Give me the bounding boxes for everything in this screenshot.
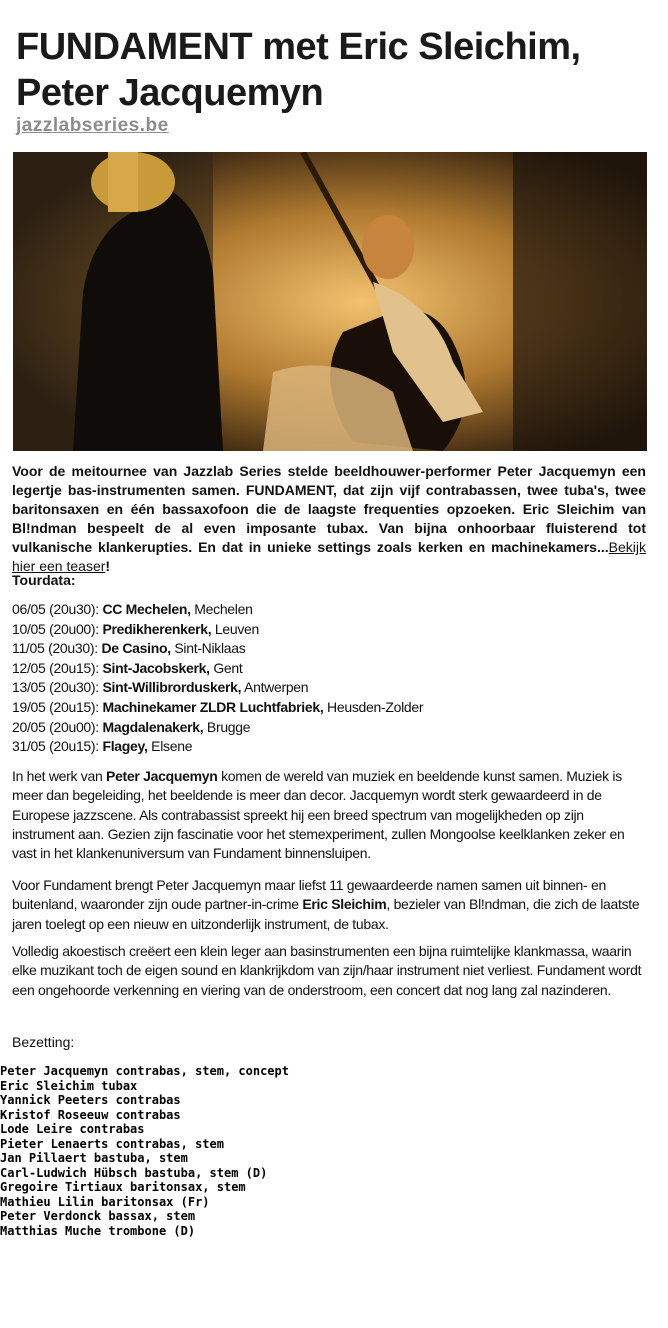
teaser-link[interactable]: Bekijk hier een teaser bbox=[12, 539, 646, 574]
tour-venue: Sint-Willibrorduskerk, bbox=[102, 679, 242, 696]
tour-venue: Sint-Jacobskerk, bbox=[102, 659, 210, 676]
tour-time: 31/05 (20u15): bbox=[12, 738, 99, 755]
tour-city: Brugge bbox=[206, 718, 251, 735]
paragraph-text: , bezieler van Bl!ndman, die zich de laatste jaren toelegt op een nieuw en uitzonderlijk instrument, de tubax. bbox=[12, 896, 640, 932]
lineup-member: Yannick Peeters contrabas bbox=[0, 1093, 181, 1107]
paragraph-text: Volledig akoestisch creëert een klein leger aan basinstrumenten een bijna ruimtelijke klankmassa, waarin elke muzikant toch de eigen sound en klankrijkdom van zijn/haar instrument niet verliest. Fundament wordt een ongehoorde verkenning en viering van de onderstroom, een concert dat nog lang zal nazinderen. bbox=[12, 943, 642, 998]
lineup-list bbox=[0, 1064, 289, 1238]
concert-photo bbox=[13, 152, 647, 451]
tour-time: 13/05 (20u30): bbox=[12, 679, 99, 696]
lineup-member: Pieter Lenaerts contrabas, stem bbox=[0, 1136, 224, 1151]
lineup-member: Carl-Ludwich Hübsch bastuba, stem (D) bbox=[0, 1165, 268, 1180]
paragraph-text: In het werk van bbox=[12, 768, 107, 784]
tour-city: Elsene bbox=[151, 738, 193, 755]
paragraph-text: Voor Fundament brengt Peter Jacquemyn maar liefst 11 gewaardeerde namen samen uit binnen- en buitenland, waaronder zijn oude partner-in-crime bbox=[12, 877, 606, 913]
lineup-member: Mathieu Lilin baritonsax (Fr) bbox=[0, 1194, 210, 1209]
intro-paragraph bbox=[12, 462, 646, 576]
tour-date-row bbox=[12, 718, 423, 738]
intro-end: ! bbox=[105, 558, 111, 574]
tour-venue: Magdalenakerk, bbox=[102, 718, 204, 735]
paragraph-acoustic bbox=[12, 942, 648, 1000]
tour-date-row bbox=[12, 698, 423, 718]
paragraph-jacquemyn bbox=[12, 767, 648, 863]
concert-photo-illustration bbox=[13, 152, 647, 451]
tour-time: 20/05 (20u00): bbox=[12, 718, 99, 735]
tour-time: 10/05 (20u00): bbox=[12, 620, 99, 637]
paragraph-text: komen de wereld van muziek en beeldende kunst samen. Muziek is meer dan begeleiding, het beeldende is meer dan decor. Jacquemyn wordt sterk gewaardeerd in de Europese jazzscene. Als contrabassist spreekt hij een breed spectrum van mogelijkheden op zijn instrument aan. Gezien zijn fascinatie voor het stemexperiment, zullen Mongoolse keelklanken zeker en vast in het klankenuniversum van Fundament binnensluipen. bbox=[12, 768, 625, 862]
tour-venue: De Casino, bbox=[101, 640, 171, 657]
lineup-member: Peter Jacquemyn contrabas, stem, concept bbox=[0, 1064, 289, 1078]
lineup-member: Kristof Roseeuw contrabas bbox=[0, 1107, 181, 1122]
tour-city: Mechelen bbox=[194, 601, 253, 617]
lineup-member: Peter Verdonck bassax, stem bbox=[0, 1209, 196, 1223]
lineup-member: Matthias Muche trombone (D) bbox=[0, 1223, 196, 1238]
tour-date-row bbox=[12, 600, 423, 620]
page-title: FUNDAMENT met Eric Sleichim, Peter Jacquemyn bbox=[16, 26, 581, 114]
tour-city: Sint-Niklaas bbox=[174, 640, 246, 657]
intro-text: Voor de meitournee van Jazzlab Series stelde beeldhouwer-performer Peter Jacquemyn een legertje bas-instrumenten samen. FUNDAMENT, dat zijn vijf contrabassen, twee tuba's, twee baritonsaxen en één bassaxofoon die de laagste frequenties opzoeken. Eric Sleichim van Bl!ndman bespeelt de al even imposante tubax. Van bijna onhoorbaar fluisterend tot vulkanische klankerupties. En dat in unieke settings zoals kerken en machinekamers... bbox=[12, 463, 646, 555]
tour-date-row bbox=[12, 659, 423, 679]
tour-city: Leuven bbox=[214, 620, 260, 637]
highlight-name: Eric Sleichim bbox=[302, 896, 387, 913]
tour-venue: CC Mechelen, bbox=[102, 601, 191, 617]
lineup-member: Gregoire Tirtiaux baritonsax, stem bbox=[0, 1180, 246, 1194]
tour-venue: Predikherenkerk, bbox=[102, 620, 212, 637]
lineup-member: Eric Sleichim tubax bbox=[0, 1078, 138, 1093]
tour-label: Tourdata: bbox=[12, 572, 76, 588]
tour-venue: Flagey, bbox=[102, 738, 148, 755]
lineup-label: Bezetting: bbox=[12, 1034, 75, 1050]
source-link[interactable]: jazzlabseries.be bbox=[16, 115, 169, 136]
tour-time: 19/05 (20u15): bbox=[12, 698, 99, 715]
tour-venue: Machinekamer ZLDR Luchtfabriek, bbox=[102, 698, 324, 715]
tour-date-row bbox=[12, 678, 423, 698]
tour-city: Antwerpen bbox=[244, 679, 309, 696]
tour-time: 06/05 (20u30): bbox=[12, 601, 99, 617]
tour-city: Gent bbox=[213, 659, 243, 676]
tour-date-row bbox=[12, 639, 423, 659]
tour-time: 11/05 (20u30): bbox=[12, 640, 98, 657]
lineup-member: Lode Leire contrabas bbox=[0, 1122, 145, 1136]
tour-time: 12/05 (20u15): bbox=[12, 659, 99, 676]
tour-dates-list bbox=[12, 600, 423, 757]
tour-date-row bbox=[12, 737, 423, 757]
tour-city: Heusden-Zolder bbox=[327, 698, 424, 715]
lineup-member: Jan Pillaert bastuba, stem bbox=[0, 1151, 188, 1165]
tour-date-row bbox=[12, 620, 423, 640]
paragraph-fundament bbox=[12, 876, 648, 934]
highlight-name: Peter Jacquemyn bbox=[106, 768, 218, 784]
